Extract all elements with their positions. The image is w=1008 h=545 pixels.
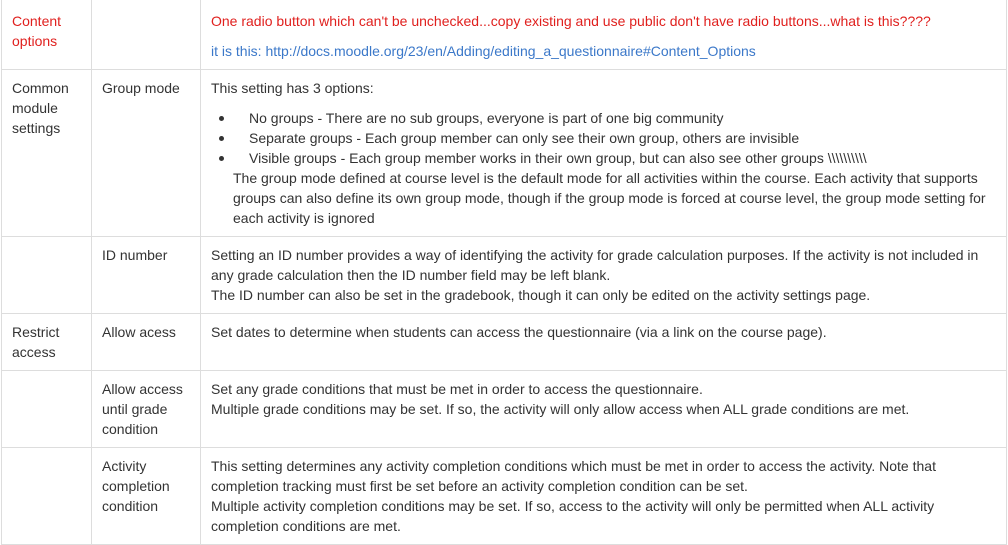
description-line: Multiple grade conditions may be set. If so, the activity will only allow access when ALL grade conditions are met.	[211, 401, 910, 417]
docs-link-text[interactable]: it is this: http://docs.moodle.org/23/en/Adding/editing_a_questionnaire#Content_Options	[211, 43, 756, 59]
row-setting-cell: Activity completion condition	[92, 448, 201, 545]
row-description-cell	[201, 70, 1007, 237]
description-intro: This setting has 3 options:	[211, 80, 374, 96]
row-category-cell: Common module settings	[2, 70, 92, 237]
description-line: This setting determines any activity completion conditions which must be met in order to access the activity. Note that completion tracking must first be set before an activity completion condition can be set.	[211, 458, 936, 494]
row-setting-cell	[92, 0, 201, 70]
description-line: Set any grade conditions that must be met in order to access the questionnaire.	[211, 381, 703, 397]
row-description-cell	[201, 371, 1007, 448]
table-row	[2, 237, 1007, 314]
table-row	[2, 70, 1007, 237]
settings-table	[1, 0, 1007, 545]
row-category-cell	[2, 371, 92, 448]
list-item: Separate groups - Each group member can only see their own group, others are invisible	[249, 128, 996, 148]
row-setting-cell: Allow access until grade condition	[92, 371, 201, 448]
description-line: The ID number can also be set in the gradebook, though it can only be edited on the activity settings page.	[211, 287, 871, 303]
table-row	[2, 448, 1007, 545]
row-description-cell	[201, 0, 1007, 70]
description-line: Multiple activity completion conditions may be set. If so, access to the activity will only be permitted when ALL activity completion conditions are met.	[211, 498, 935, 534]
table-row	[2, 0, 1007, 70]
table-row	[2, 371, 1007, 448]
comment-text: One radio button which can't be unchecked...copy existing and use public don't have radio buttons...what is this????	[211, 13, 931, 29]
row-setting-cell: Allow acess	[92, 314, 201, 371]
row-description-cell	[201, 314, 1007, 371]
options-list	[211, 108, 996, 168]
row-category-cell	[2, 237, 92, 314]
row-category-cell: Restrict access	[2, 314, 92, 371]
list-item: Visible groups - Each group member works in their own group, but can also see other groups \\\\\\\\\\	[249, 148, 996, 168]
row-description-cell	[201, 237, 1007, 314]
table-row	[2, 314, 1007, 371]
description-line: Set dates to determine when students can access the questionnaire (via a link on the course page).	[211, 324, 827, 340]
list-item: No groups - There are no sub groups, everyone is part of one big community	[249, 108, 996, 128]
row-setting-cell: Group mode	[92, 70, 201, 237]
row-category-cell	[2, 448, 92, 545]
description-line: Setting an ID number provides a way of identifying the activity for grade calculation purposes. If the activity is not included in any grade calculation then the ID number field may be left blank.	[211, 247, 979, 283]
description-note: The group mode defined at course level is the default mode for all activities within the course. Each activity that supports groups can also define its own group mode, though if the group mode is forced at course level, the group mode setting for each activity is ignored	[233, 170, 986, 226]
row-description-cell	[201, 448, 1007, 545]
row-setting-cell: ID number	[92, 237, 201, 314]
row-category-cell: Content options	[2, 0, 92, 70]
